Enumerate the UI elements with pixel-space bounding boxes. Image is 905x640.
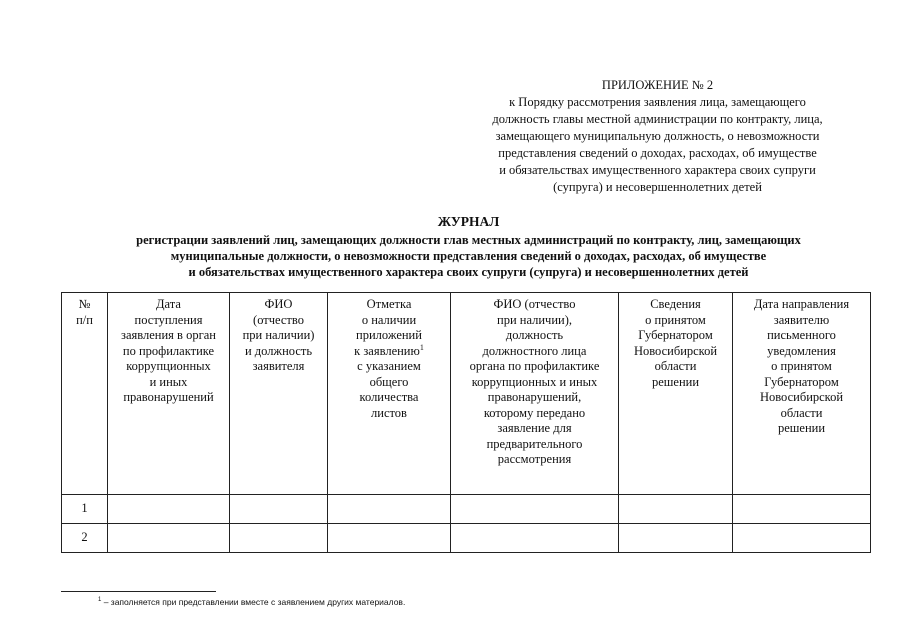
- journal-heading: ЖУРНАЛ: [437, 214, 500, 229]
- appendix-line: и обязательствах имущественного характера своих супруги: [499, 163, 816, 177]
- header-cell-attachments: Отметка о наличии приложений к заявлению$^1$ с указанием общего количества листов: [328, 293, 451, 495]
- appendix-title: ПРИЛОЖЕНИЕ № 2: [601, 78, 714, 92]
- table-cell: [733, 495, 871, 524]
- header-cell-applicant: ФИО (отчество при наличии) и должность заявителя: [230, 293, 328, 495]
- table-cell: [451, 524, 619, 553]
- journal-title-block: [40, 214, 897, 280]
- table-cell: [733, 524, 871, 553]
- table-cell: [619, 524, 733, 553]
- footnote-divider: [61, 591, 216, 592]
- table-cell: [328, 495, 451, 524]
- footnote: [98, 597, 405, 607]
- row-number-cell: 1: [62, 495, 108, 524]
- journal-subtitle-line: регистрации заявлений лиц, замещающих должности глав местных администраций по контракту, лиц, замещающих: [136, 233, 801, 247]
- table-cell: [108, 495, 230, 524]
- row-number-cell: 2: [62, 524, 108, 553]
- footnote-number: 1: [98, 597, 102, 604]
- journal-subtitle-line: муниципальные должности, о невозможности представления сведений о доходах, расходах, об имуществе: [170, 249, 767, 263]
- journal-subtitle-line: и обязательствах имущественного характера своих супруги (супруга) и несовершеннолетних детей: [188, 265, 749, 279]
- appendix-line: представления сведений о доходах, расходах, об имуществе: [498, 146, 817, 160]
- journal-table: [61, 292, 871, 553]
- table-cell: [619, 495, 733, 524]
- header-cell-date-received: Дата поступления заявления в орган по профилактике коррупционных и иных правонарушений: [108, 293, 230, 495]
- appendix-line: должность главы местной администрации по контракту, лица,: [492, 112, 823, 126]
- table-row: [62, 495, 871, 524]
- header-cell-notification-date: Дата направления заявителю письменного уведомления о принятом Губернатором Новосибирской области решении: [733, 293, 871, 495]
- appendix-line: (супруга) и несовершеннолетних детей: [553, 180, 762, 194]
- table-row: [62, 524, 871, 553]
- table-header-row: [62, 293, 871, 495]
- appendix-block: [445, 77, 870, 196]
- header-cell-official: ФИО (отчество при наличии), должность должностного лица органа по профилактике коррупционных и иных правонарушений, которому передано заявление для предварительного рассмотрения: [451, 293, 619, 495]
- table-cell: [108, 524, 230, 553]
- footnote-text: – заполняется при представлении вместе с заявлением других материалов.: [101, 597, 406, 607]
- appendix-line: замещающего муниципальную должность, о невозможности: [495, 129, 820, 143]
- header-cell-decision: Сведения о принятом Губернатором Новосибирской области решении: [619, 293, 733, 495]
- header-cell-number: № п/п: [62, 293, 108, 495]
- table-cell: [230, 524, 328, 553]
- table-cell: [328, 524, 451, 553]
- table-cell: [451, 495, 619, 524]
- table-cell: [230, 495, 328, 524]
- appendix-line: к Порядку рассмотрения заявления лица, замещающего: [509, 95, 806, 109]
- footnote-marker: 1: [419, 342, 424, 352]
